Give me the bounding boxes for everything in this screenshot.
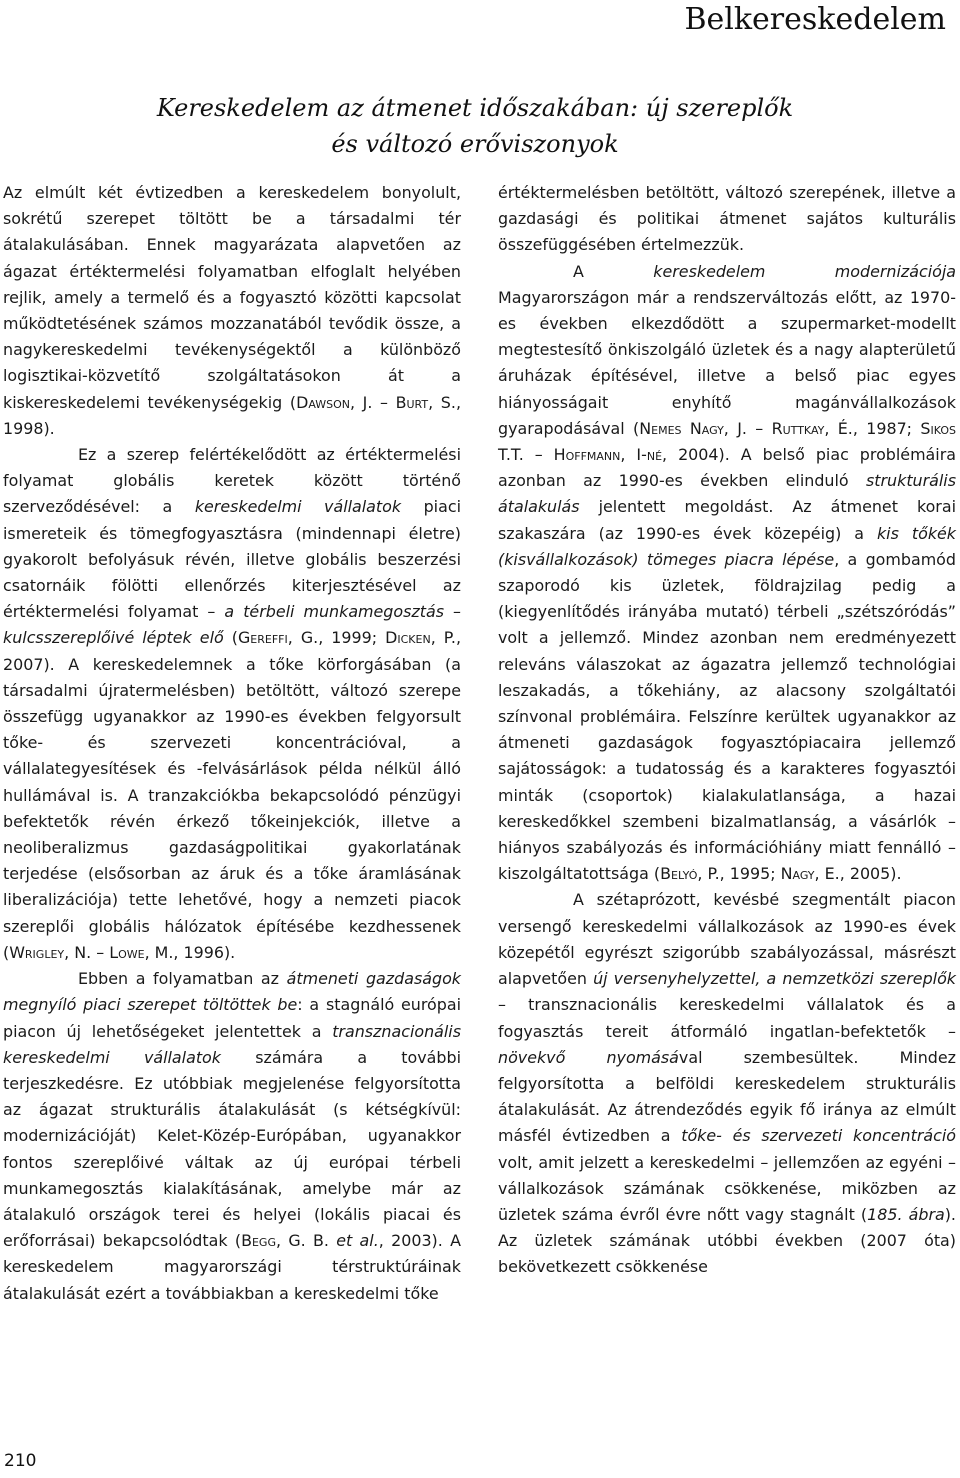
citation: Begg [241, 1231, 276, 1251]
citation: Lowe [109, 942, 145, 962]
paragraph: Az elmúlt két évtizedben a kereskedelem bonyolult, sokrétű szerepet töltött be a társadalmi tér átalakulásában. Ennek magyarázata alapvetően az ágazat értéktermelési folyamatban elfoglalt helyében rejlik, amely a termelő és a fogyasztó közötti kapcsolat működtetésének számos mozzanatából tevődik össze, a nagykereskedelmi tevékenységektől a különböző logisztikai-közvetítő szolgáltatásokon át a kiskereskedelemi tevékenységekig (Dawson, J. – Burt, S., 1998). [3, 183, 461, 438]
citation: Dicken [385, 628, 431, 648]
citation: Ruttkay [771, 418, 825, 438]
citation: Sikos [920, 418, 956, 438]
citation: Gereffi [237, 628, 288, 648]
paragraph: A kereskedelem modernizációja Magyarországon már a rendszerváltozás előtt, az 1970-es években elkezdődött a szupermarket-modellt megtestesítő önkiszolgáló üzletek és a nagy alapterületű áruházak építésével, illetve a belső piac egyes hiányosságait enyhítő magánvállalkozások gyarapodásával (Nemes Nagy, J. – Ruttkay, É., 1987; Sikos T.T. – Hoffmann, I-né, 2004). A belső piac problémáira azonban az 1990-es években elinduló strukturális átalakulás jelentett megoldást. Az átmenet korai szakaszára (az 1990-es évek közepéig) a kis tőkék (kisvállalkozások) tömeges piacra lépése, a gombamód szaporodó kis üzletek, földrajzilag pedig a (kiegyenlítődés irányába mutató) térbeli „szétszóródás” volt a jellemző. Mindez azonban nem eredményezett releváns válaszokat az ágazatra jellemző technológiai leszakadás, a tőkehiány, az alacsony szolgáltatói színvonal problémáira. Felszínre kerültek ugyanakkor az átmeneti gazdaságok fogyasztópiacaira jellemző sajátosságok: a tudatosság és a karakteres fogyasztói minták (csoportok) kialakulatlansága, a hazai kereskedőkkel szembeni bizalmatlanság, a vásárlók – hiányos szabályozás és információhiány miatt fennálló –kiszolgáltatottsága (Belyó, P., 1995; Nagy, E., 2005). [498, 261, 956, 884]
article-title [130, 90, 820, 162]
citation: Belyó [660, 864, 698, 884]
paragraph: A szétaprózott, kevésbé szegmentált piacon versengő kereskedelmi vállalkozások az 1990-es évek közepétől egyrészt szigorúbb szabályozással, másrészt alapvetően új versenyhelyzettel, a nemzetközi szereplők – transznacionális kereskedelmi vállalatok és a fogyasztás tereit átformáló ingatlan-befektetők – növekvő nyomásával szembesültek. Mindez felgyorsította a belföldi kereskedelem strukturális átalakulását. Az átrendeződés egyik fő iránya az elmúlt másfél évtizedben a tőke- és szervezeti koncentráció volt, amit jelzett a kereskedelmi – jellemzően az egyéni – vállalkozások számának csökkenése, miközben az üzletek száma évről évre nőtt vagy stagnált (185. ábra). Az üzletek számának utóbbi években (2007 óta) bekövetkezett csökkenése [498, 890, 956, 1277]
citation: Wrigley [9, 942, 65, 962]
citation: né [646, 445, 663, 465]
figure-reference: 185. ábra [867, 1204, 945, 1224]
page-number: 210 [4, 1451, 37, 1471]
citation: Dawson [296, 392, 350, 412]
citation: Nagy [780, 864, 815, 884]
right-column [498, 180, 956, 1281]
paragraph: Ez a szerep felértékelődött az értéktermelési folyamat globális keretek között történő szerveződésével: a kereskedelmi vállalatok piaci ismereteik és tömegfogyasztásra (mindennapi életre) gyakorolt befolyásuk révén, illetve globális beszerzési csatornáik fölötti ellenőrzés kiterjesztésével az értéktermelési folyamat – a térbeli munkamegosztás – kulcsszereplőivé léptek elő (Gereffi, G., 1999; Dicken, P., 2007). A kereskedelemnek a tőke körforgásában (a társadalmi újratermelésben) betöltött, változó szerepe összefügg ugyanakkor az 1990-es években felgyorsult tőke- és szervezeti koncentrációval, a vállalategyesítések és -felvásárlások példa nélkül álló hullámával is. A tranzakciókba bekapcsolódó pénzügyi befektetők révén érkező tőkeinjekciók, illetve a neoliberalizmus gazdaságpolitikai gyakorlatának terjedése (elsősorban az áruk és a tőke áramlásának liberalizációja) tette lehetővé, hogy a nemzeti piacok szereplői globális hálózatok építésébe kezdhessenek (Wrigley, N. – Lowe, M., 1996). [3, 445, 461, 962]
article-title-line-1: Kereskedelem az átmenet időszakában: új szereplők [156, 94, 794, 122]
citation: Burt [395, 392, 429, 412]
left-column [3, 180, 461, 1307]
paragraph: Ebben a folyamatban az átmeneti gazdaságok megnyíló piaci szerepet töltöttek be: a stagnáló európai piacon új lehetőségeket jelentettek a transznacionális kereskedelmi vállalatok számára a további terjeszkedésre. Ez utóbbiak megjelenése felgyorsította az ágazat strukturális átalakulását (s kétségkívül: modernizációját) Kelet-Közép-Európában, ugyanakkor fontos szereplőivé váltak az új európai térbeli munkamegosztás kialakításának, amelybe már az átalakuló országok terei és helyei (lokális piacai és erőforrásai) bekapcsolódtak (Begg, G. B. et al., 2003). A kereskedelem magyarországi térstruktúráinak átalakulását ezért a továbbiakban a kereskedelmi tőke [3, 969, 461, 1303]
citation: Nemes Nagy [639, 418, 724, 438]
citation: Hoffmann [553, 445, 621, 465]
article-title-line-2: és változó erőviszonyok [331, 130, 619, 158]
section-title: Belkereskedelem [684, 2, 946, 37]
paragraph: értéktermelésben betöltött, változó szerepének, illetve a gazdasági és politikai átmenet sajátos kulturális összefüggésében értelmezzük. [498, 183, 956, 255]
